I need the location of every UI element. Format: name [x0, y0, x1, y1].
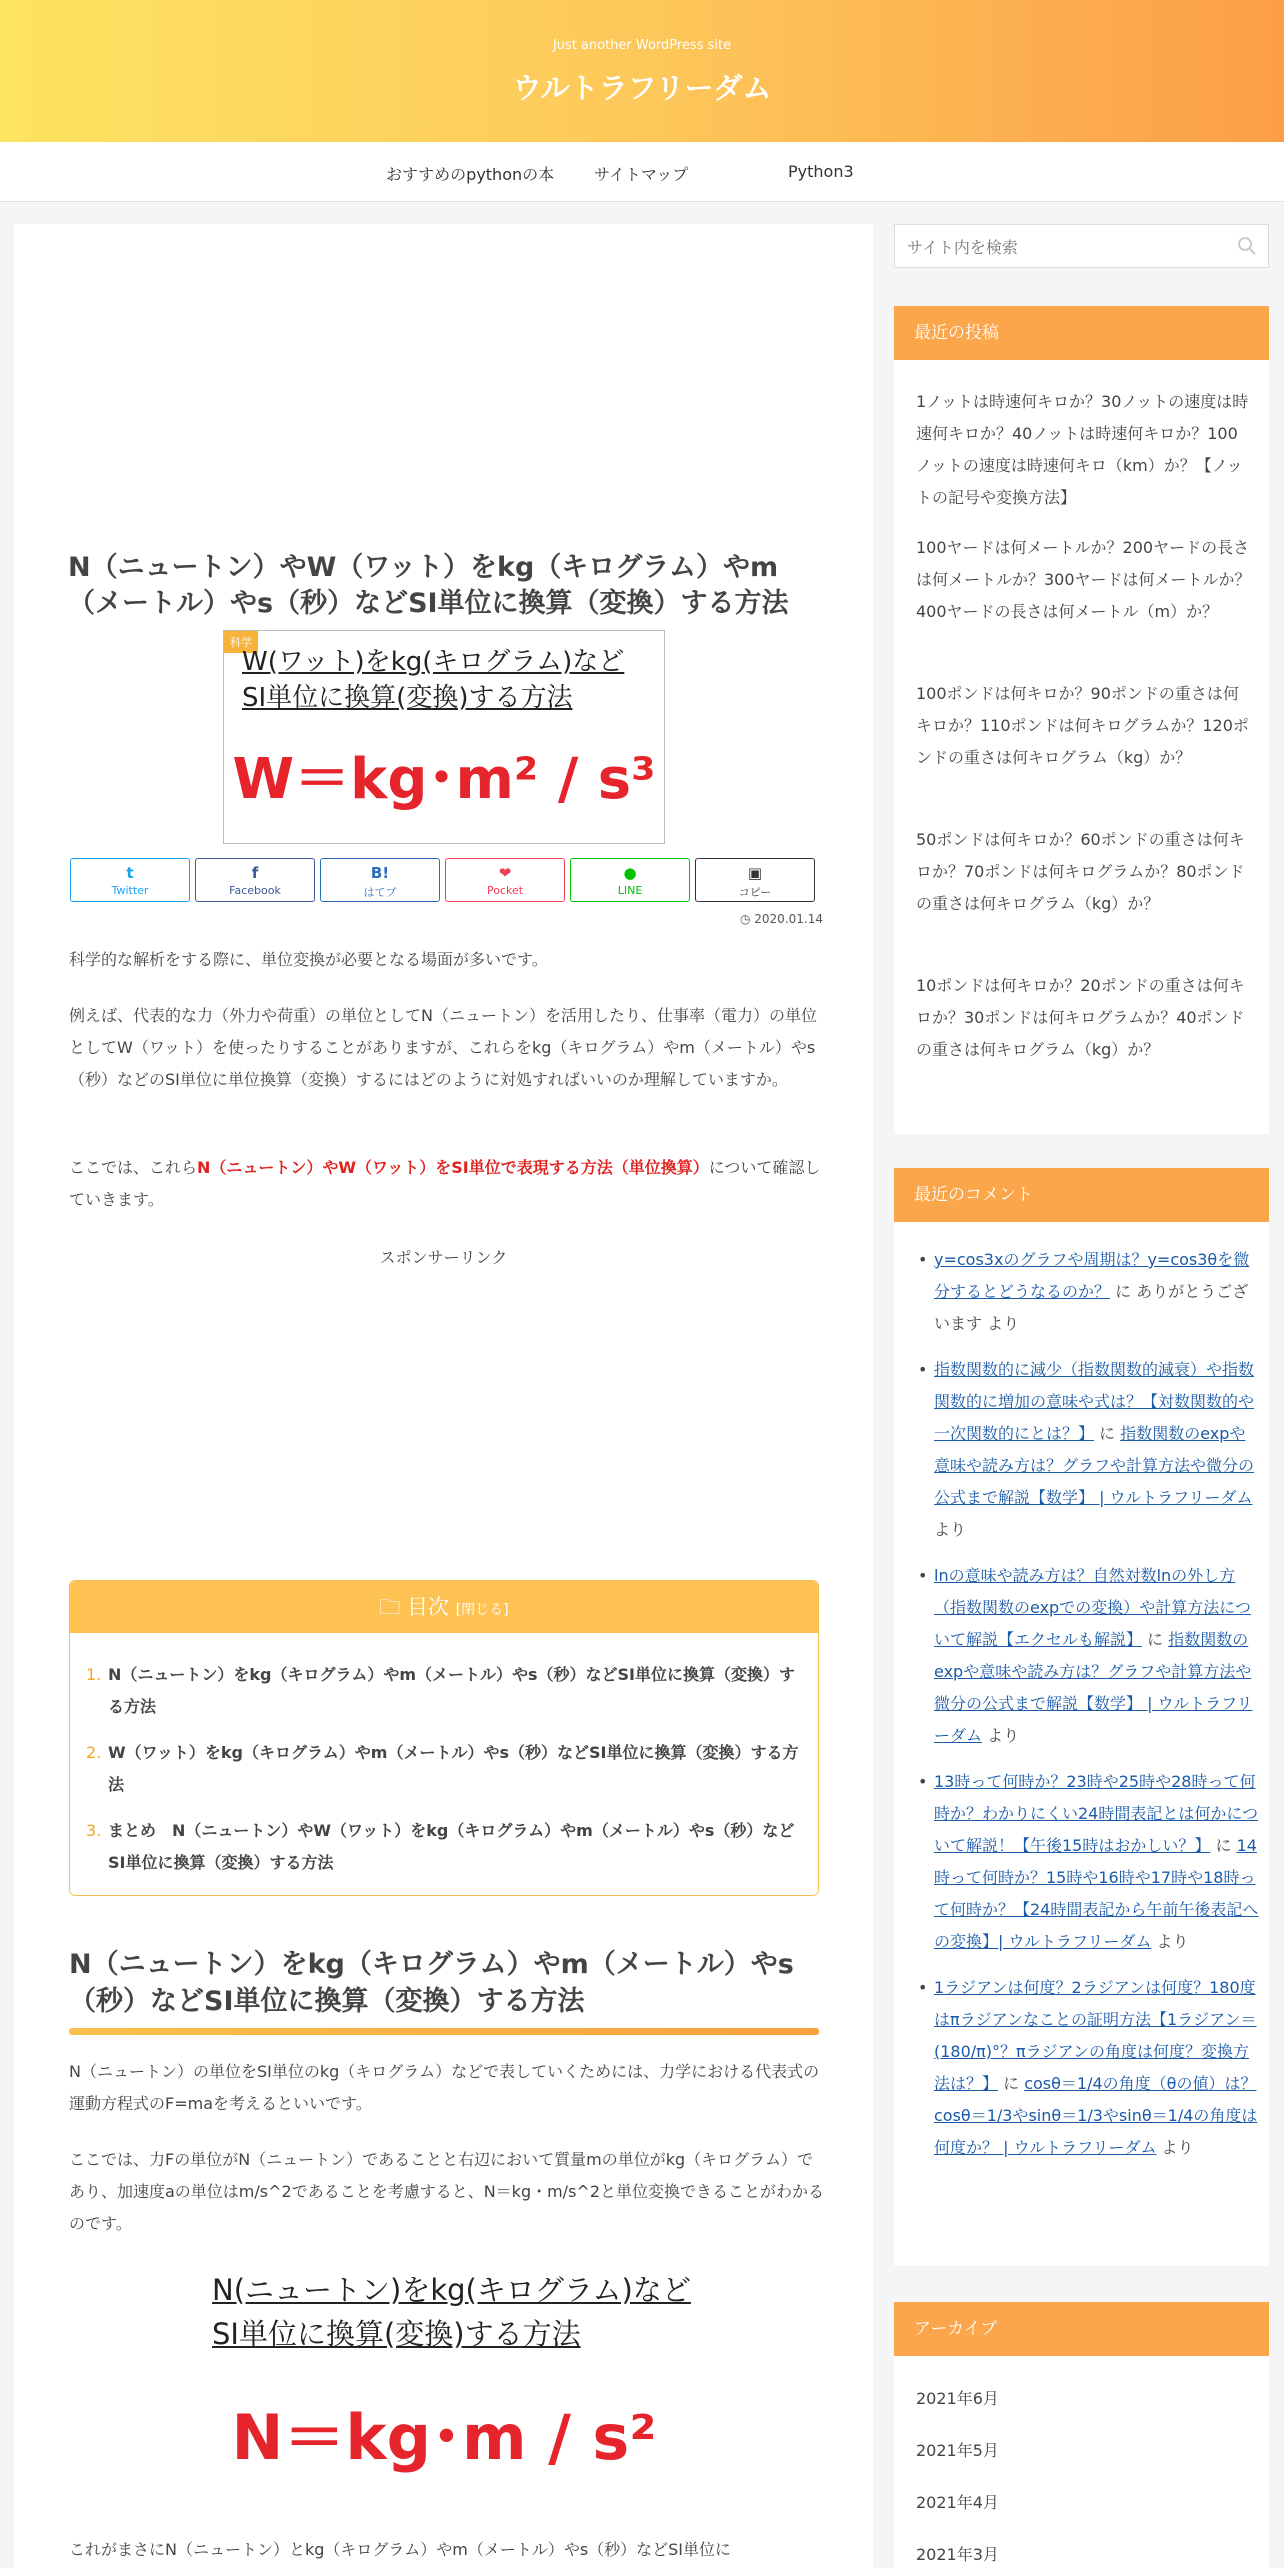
comment-author-link[interactable]: cosθ＝1/4の角度（θの値）は？cosθ＝1/3やsinθ＝1/3やsinθ＝1/4の角度は何度か？ | ウルトラフリーダム: [934, 2074, 1258, 2157]
toc-toggle-link[interactable]: [閉じる]: [455, 1602, 509, 1618]
figure-line1: N(ニュートン)をkg(キログラム)など: [212, 2273, 691, 2307]
toc-item[interactable]: 2. W（ワット）をkg（キログラム）やm（メートル）やs（秒）などSI単位に換算（変換）する方法: [86, 1743, 799, 1794]
nav-item-python3[interactable]: Python3: [788, 162, 854, 181]
ad-area-top: [14, 224, 873, 524]
comment-item: [914, 1972, 1260, 2164]
comment-joiner: に: [1142, 1630, 1169, 1649]
share-label: コピー: [738, 886, 772, 899]
paragraph-intro: 科学的な解析をする際に、単位変換が必要となる場面が多いです。: [69, 950, 548, 969]
clock-icon: ◷: [739, 912, 755, 926]
comment-author: ありがとうございます: [934, 1282, 1249, 1333]
share-facebook-button[interactable]: [195, 858, 315, 902]
comment-post-link[interactable]: y=cos3xのグラフや周期は？y=cos3θを微分するとどうなるのか？: [934, 1250, 1250, 1301]
recent-post-link[interactable]: 100ポンドは何キロか？90ポンドの重さは何キロか？110ポンドは何キログラムか？120ポンドの重さは何キログラム（kg）か？: [916, 684, 1249, 767]
figure-formula: N＝kg･m / s²: [231, 2401, 657, 2474]
comment-tail: より: [934, 1520, 967, 1539]
recent-comments-title: 最近のコメント: [894, 1168, 1269, 1222]
comment-item: [914, 1560, 1260, 1752]
post-date: [740, 912, 823, 926]
eyecatch-image: [223, 630, 665, 844]
recent-post-link[interactable]: 10ポンドは何キロか？20ポンドの重さは何キロか？30ポンドは何キログラムか？40ポンドの重さは何キログラム（kg）か？: [916, 976, 1245, 1059]
comment-joiner: に: [998, 2074, 1025, 2093]
recent-posts-widget: [894, 306, 1269, 1134]
eyecatch-formula: W＝kg･m² / s³: [232, 747, 656, 812]
archive-title: アーカイブ: [894, 2302, 1269, 2356]
figure-line2: SI単位に換算(変換)する方法: [212, 2317, 581, 2351]
comment-post-link[interactable]: lnの意味や読み方は？自然対数lnの外し方（指数関数のexpでの変換）や計算方法について解説【エクセルも解説】: [934, 1566, 1251, 1649]
comment-tail: より: [982, 1726, 1020, 1745]
toc-item-label[interactable]: W（ワット）をkg（キログラム）やm（メートル）やs（秒）などSI単位に換算（変換）する方法: [108, 1743, 799, 1794]
article-title: N（ニュートン）やW（ワット）をkg（キログラム）やm（メートル）やs（秒）などSI単位に換算（変換）する方法: [68, 552, 789, 619]
toc-title: 目次: [407, 1595, 450, 1619]
share-hatena-button[interactable]: [320, 858, 440, 902]
recent-comments-widget: [894, 1168, 1269, 2266]
facebook-icon: f: [251, 864, 259, 882]
comment-tail: より: [1156, 2138, 1194, 2157]
share-label: LINE: [617, 884, 643, 897]
share-twitter-button[interactable]: [70, 858, 190, 902]
recent-post-link[interactable]: 1ノットは時速何キロか？30ノットの速度は時速何キロか？40ノットは時速何キロか？100ノットの速度は時速何キロ（km）か？【ノットの記号や変換方法】: [916, 392, 1249, 507]
comment-post-link[interactable]: 1ラジアンは何度？2ラジアンは何度？180度はπラジアンなことの証明方法【1ラジアン＝(180/π)°？πラジアンの角度は何度？変換方法は？】: [934, 1978, 1257, 2093]
line-icon: ●: [623, 864, 637, 882]
newton-formula-image: [204, 2268, 691, 2508]
share-label: Twitter: [111, 884, 149, 897]
section-heading-underline: [69, 2028, 819, 2035]
paragraph-newton-intro: N（ニュートン）の単位をSI単位のkg（キログラム）などで表していくためには、力学における代表式の運動方程式のF=maを考えるといいです。: [69, 2062, 820, 2113]
toc-header: [70, 1581, 818, 1633]
share-label: はてブ: [363, 886, 397, 899]
share-label: Pocket: [486, 884, 524, 897]
archive-widget: [894, 2302, 1269, 2568]
purpose-highlight: N（ニュートン）やW（ワット）をSI単位で表現する方法（単位換算）: [197, 1158, 709, 1177]
toc-item-label[interactable]: まとめ N（ニュートン）やW（ワット）をkg（キログラム）やm（メートル）やs（秒）などSI単位に換算（変換）する方法: [108, 1821, 795, 1872]
paragraph-example: 例えば、代表的な力（外力や荷重）の単位としてN（ニュートン）を活用したり、仕事率（電力）の単位としてW（ワット）を使ったりすることがありますが、これらをkg（キログラム）やm（メートル）やs（秒）などのSI単位に単位換算（変換）するにはどのように対処すればいいのか理解していますか。: [69, 1006, 817, 1089]
recent-posts-title: 最近の投稿: [894, 306, 1269, 360]
comment-post-link[interactable]: 指数関数的に減少（指数関数的減衰）や指数関数的に増加の意味や式は？【対数関数的や一次関数的にとは？】: [934, 1360, 1255, 1443]
category-badge[interactable]: 科学: [224, 631, 258, 653]
paragraph-purpose: [69, 1152, 829, 1216]
archive-link[interactable]: 2021年6月: [916, 2389, 999, 2408]
toc-item[interactable]: 1. N（ニュートン）をkg（キログラム）やm（メートル）やs（秒）などSI単位に換算（変換）する方法: [86, 1665, 795, 1716]
table-of-contents: [69, 1580, 819, 1896]
purpose-text-post: について確認していきます。: [69, 1158, 821, 1209]
main-content: [14, 224, 873, 2568]
site-tagline: Just another WordPress site: [552, 38, 732, 53]
comment-tail: より: [1151, 1932, 1189, 1951]
nav-item-python-books[interactable]: おすすめのpythonの本: [386, 165, 555, 184]
twitter-icon: t: [126, 864, 134, 882]
comment-joiner: に: [1094, 1424, 1121, 1443]
search-icon[interactable]: [1236, 235, 1258, 257]
eyecatch-line2: SI単位に換算(変換)する方法: [242, 683, 573, 713]
sponsored-link-label: スポンサーリンク: [379, 1248, 508, 1267]
search-box: [894, 224, 1269, 268]
share-line-button[interactable]: [570, 858, 690, 902]
section-heading: N（ニュートン）をkg（キログラム）やm（メートル）やs（秒）などSI単位に換算（変換）する方法: [69, 1949, 794, 2017]
comment-item: [914, 1766, 1260, 1958]
archive-link[interactable]: 2021年3月: [916, 2545, 999, 2564]
copy-icon: ▣: [747, 864, 763, 882]
recent-comments-list: [914, 1244, 1260, 2164]
share-label: Facebook: [229, 884, 281, 897]
site-header: [0, 0, 1284, 142]
recent-post-link[interactable]: 100ヤードは何メートルか？200ヤードの長さは何メートルか？300ヤードは何メートルか？400ヤードの長さは何メートル（m）か？: [916, 538, 1251, 621]
comment-tail: より: [982, 1314, 1020, 1333]
nav-item-sitemap[interactable]: サイトマップ: [594, 165, 689, 184]
comment-author-link[interactable]: 14時って何時か？15時や16時や17時や18時って何時か？【24時間表記から午前午後表記への変換】| ウルトラフリーダム: [934, 1836, 1259, 1951]
comment-author-link[interactable]: 指数関数のexpや意味や読み方は？グラフや計算方法や微分の公式まで解説【数学】 | ウルトラフリーダム: [934, 1630, 1253, 1745]
comment-item: [914, 1354, 1260, 1546]
post-date-text: 2020.01.14: [754, 912, 823, 926]
eyecatch-line1: W(ワット)をkg(キログラム)など: [242, 647, 625, 677]
hatena-icon: B!: [370, 864, 390, 882]
archive-link[interactable]: 2021年4月: [916, 2493, 999, 2512]
comment-item: [914, 1244, 1260, 1340]
folder-icon: 🗀: [379, 1595, 408, 1619]
comment-joiner: に: [1110, 1282, 1137, 1301]
search-input[interactable]: [905, 233, 1215, 261]
global-nav: [0, 142, 1284, 202]
toc-list: [86, 1659, 802, 1893]
site-title-link[interactable]: ウルトラフリーダム: [512, 71, 772, 105]
toc-item[interactable]: 3. まとめ N（ニュートン）やW（ワット）をkg（キログラム）やm（メートル）やs（秒）などSI単位に換算（変換）する方法: [86, 1821, 795, 1872]
share-copy-button[interactable]: [695, 858, 815, 902]
comment-author-link[interactable]: 指数関数のexpや意味や読み方は？グラフや計算方法や微分の公式まで解説【数学】 | ウルトラフリーダム: [934, 1424, 1255, 1507]
toc-item-label[interactable]: N（ニュートン）をkg（キログラム）やm（メートル）やs（秒）などSI単位に換算（変換）する方法: [108, 1665, 795, 1716]
archive-link[interactable]: 2021年5月: [916, 2441, 999, 2460]
pocket-icon: ❤: [498, 864, 512, 882]
paragraph-newton-detail: ここでは、力Fの単位がN（ニュートン）であることと右辺において質量mの単位がkg（キログラム）であり、加速度aの単位はm/s^2であることを考慮すると、N＝kg・m/s^2と単位変換できることがわかるのです。: [69, 2150, 824, 2233]
comment-joiner: に: [1210, 1836, 1237, 1855]
share-buttons: [70, 858, 832, 902]
paragraph-conclusion: これがまさにN（ニュートン）とkg（キログラム）やm（メートル）やs（秒）などSI単位に: [69, 2540, 732, 2559]
comment-post-link[interactable]: 13時って何時か？23時や25時や28時って何時か？わかりにくい24時間表記とは何かについて解説！【午後15時はおかしい？】: [934, 1772, 1259, 1855]
purpose-text-pre: ここでは、これら: [69, 1158, 198, 1177]
share-pocket-button[interactable]: [445, 858, 565, 902]
recent-post-link[interactable]: 50ポンドは何キロか？60ポンドの重さは何キロか？70ポンドは何キログラムか？80ポンドの重さは何キログラム（kg）か？: [916, 830, 1245, 913]
